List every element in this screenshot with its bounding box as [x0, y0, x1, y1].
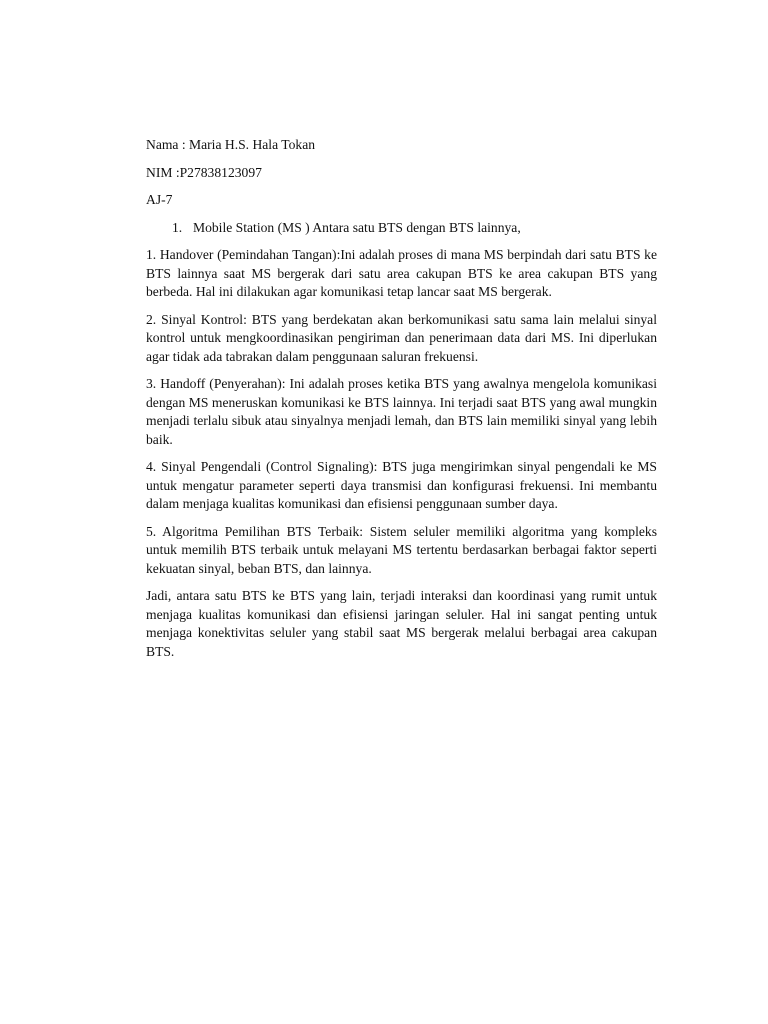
paragraph-conclusion: Jadi, antara satu BTS ke BTS yang lain, terjadi interaksi dan koordinasi yang rumit untuk menjaga kualitas komunikasi dan efisiensi jaringan seluler. Hal ini sangat penting untuk menjaga konektivitas seluler yang stabil saat MS bergerak melalui berbagai area cakupan BTS. — [146, 588, 657, 659]
student-nim-line: NIM :P27838123097 — [146, 164, 262, 180]
section-heading-text: Mobile Station (MS ) Antara satu BTS dengan BTS lainnya, — [193, 219, 521, 235]
student-name-line: Nama : Maria H.S. Hala Tokan — [146, 137, 316, 152]
class-line: AJ-7 — [146, 192, 173, 207]
paragraph-handoff: 3. Handoff (Penyerahan): Ini adalah proses ketika BTS yang awalnya mengelola komunikasi dengan MS meneruskan komunikasi ke BTS lainnya. Ini terjadi saat BTS yang awal mungkin menjadi terlalu sibuk atau sinyalnya menjadi lemah, dan BTS lain memiliki sinyal yang lebih baik. — [146, 376, 657, 447]
document-body — [146, 136, 657, 670]
paragraph-sinyal-kontrol: 2. Sinyal Kontrol: BTS yang berdekatan akan berkomunikasi satu sama lain melalui sinyal kontrol untuk mengkoordinasikan pengiriman dan penerimaan data dari MS. Ini diperlukan agar tidak ada tabrakan dalam penggunaan saluran frekuensi. — [146, 311, 657, 364]
section-heading — [146, 219, 657, 238]
paragraph-sinyal-pengendali: 4. Sinyal Pengendali (Control Signaling): BTS juga mengirimkan sinyal pengendali ke MS untuk mengatur parameter seperti daya transmisi dan konfigurasi frekuensi. Ini membantu dalam menjaga kualitas komunikasi dan efisiensi penggunaan sumber daya. — [146, 459, 657, 511]
paragraph-algoritma: 5. Algoritma Pemilihan BTS Terbaik: Sistem seluler memiliki algoritma yang kompleks untuk memilih BTS terbaik untuk melayani MS tertentu berdasarkan berbagai faktor seperti kekuatan sinyal, beban BTS, dan lainnya. — [146, 523, 657, 576]
section-heading-number: 1. — [172, 219, 183, 235]
paragraph-handover: 1. Handover (Pemindahan Tangan):Ini adalah proses di mana MS berpindah dari satu BTS ke BTS lainnya saat MS bergerak dari satu area cakupan BTS ke area cakupan BTS yang berbeda. Hal ini dilakukan agar komunikasi tetap lancar saat MS bergerak. — [146, 247, 657, 299]
